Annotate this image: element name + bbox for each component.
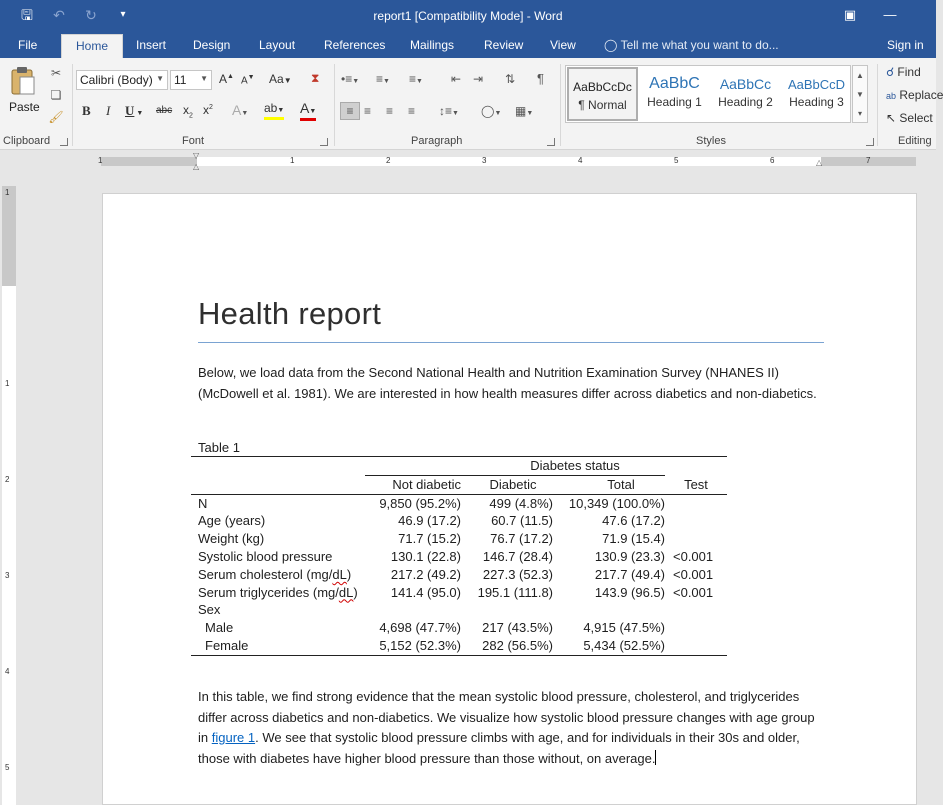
title-bar xyxy=(0,0,936,33)
underline-icon[interactable]: U ▼ xyxy=(125,103,144,118)
styles-group-label: Styles xyxy=(696,135,726,147)
multilevel-list-icon[interactable]: ≡▼ xyxy=(409,72,423,86)
show-formatting-icon[interactable]: ¶ xyxy=(537,71,544,86)
tab-home[interactable]: Home xyxy=(61,34,123,58)
paragraph-group-label: Paragraph xyxy=(411,135,463,147)
table-row: Male 4,698 (47.7%) 217 (43.5%) 4,915 (47.5%) xyxy=(205,620,665,636)
minimize-icon[interactable]: — xyxy=(883,7,897,22)
line-spacing-icon[interactable]: ↕≡▼ xyxy=(439,104,459,118)
style-heading-2[interactable]: AaBbCc Heading 2 xyxy=(718,76,773,109)
table-row: Age (years) 46.9 (17.2) 60.7 (11.5) 47.6 (17.2) xyxy=(198,513,665,529)
column-header: Not diabetic xyxy=(365,475,461,494)
font-group-label: Font xyxy=(182,135,205,147)
chevron-down-icon: ▼ xyxy=(200,74,208,83)
paste-button[interactable]: Paste xyxy=(9,100,40,114)
font-launcher-icon[interactable] xyxy=(320,138,328,146)
ribbon-tabs xyxy=(0,33,936,58)
tab-file[interactable]: File xyxy=(18,38,38,52)
summary-table xyxy=(191,456,727,656)
numbering-icon[interactable]: ≡▼ xyxy=(376,72,390,86)
chevron-down-icon: ▼ xyxy=(156,74,164,83)
shading-icon[interactable]: ◯▼ xyxy=(481,104,502,118)
table-header-row xyxy=(191,475,727,494)
tab-design[interactable]: Design xyxy=(193,38,231,52)
ruler-number: 7 xyxy=(866,156,871,165)
ruler-number: 2 xyxy=(5,475,10,484)
ruler-number: 5 xyxy=(674,156,679,165)
styles-gallery xyxy=(565,65,851,123)
style-heading-1[interactable]: AaBbC Heading 1 xyxy=(647,75,702,109)
left-indent-handle[interactable]: △ xyxy=(193,162,200,171)
ruler-number: 6 xyxy=(770,156,775,165)
bold-icon[interactable]: B xyxy=(82,103,91,118)
group-separator xyxy=(334,64,335,146)
group-separator xyxy=(877,64,878,146)
first-line-indent-handle[interactable]: ▽ xyxy=(193,151,200,160)
ruler-number: 1 xyxy=(98,156,103,165)
title-underline xyxy=(198,342,824,343)
select-button[interactable]: ↖ Select xyxy=(886,111,933,125)
font-color-icon[interactable]: A▼ xyxy=(300,102,316,121)
tab-review[interactable]: Review xyxy=(484,38,524,52)
vertical-ruler[interactable] xyxy=(2,186,16,805)
bullets-icon[interactable]: •≡▼ xyxy=(341,72,360,86)
column-header: Total xyxy=(553,475,665,494)
group-separator xyxy=(560,64,561,146)
table-row: Weight (kg) 71.7 (15.2) 76.7 (17.2) 71.9 (15.4) xyxy=(198,531,665,547)
strikethrough-icon[interactable]: abc xyxy=(156,105,173,116)
font-name-combo[interactable]: Calibri (Body) ▼ xyxy=(76,70,168,90)
cut-icon[interactable]: ✂ xyxy=(50,66,62,80)
undo-icon[interactable]: ↶ xyxy=(53,7,65,23)
tell-me-search[interactable]: ◯ Tell me what you want to do... xyxy=(604,38,779,52)
top-margin xyxy=(2,186,16,286)
grow-font-icon[interactable]: A▲ xyxy=(219,72,234,86)
horizontal-ruler[interactable] xyxy=(0,150,936,172)
spelling-squiggle[interactable]: dL xyxy=(338,584,354,600)
copy-icon[interactable]: ❏ xyxy=(50,88,62,102)
select-icon: ↖ xyxy=(886,111,897,125)
sign-in-link[interactable]: Sign in xyxy=(887,38,924,52)
ribbon-display-options-icon[interactable]: ▣ xyxy=(843,7,857,22)
table-header-row xyxy=(191,457,727,476)
decrease-indent-icon[interactable]: ⇤ xyxy=(451,72,462,86)
paste-icon[interactable] xyxy=(10,66,36,96)
styles-scroll[interactable] xyxy=(852,65,868,123)
find-icon: ☌ xyxy=(886,65,895,79)
chevron-down-icon[interactable]: ▼ xyxy=(856,90,864,99)
ruler-number: 3 xyxy=(5,571,10,580)
redo-icon[interactable]: ↻ xyxy=(85,7,97,23)
find-button[interactable]: ☌ Find xyxy=(886,65,921,79)
column-header: Diabetic xyxy=(461,475,553,494)
customize-qat-icon[interactable]: ▾ xyxy=(120,9,126,20)
tab-insert[interactable]: Insert xyxy=(136,38,167,52)
column-header: Test xyxy=(665,475,727,494)
tab-references[interactable]: References xyxy=(324,38,386,52)
increase-indent-icon[interactable]: ⇥ xyxy=(473,72,484,86)
align-center-icon[interactable]: ≡ xyxy=(364,104,372,118)
clipboard-launcher-icon[interactable] xyxy=(60,138,68,146)
chevron-up-icon[interactable]: ▲ xyxy=(856,71,864,80)
style-heading-3[interactable]: AaBbCcD Heading 3 xyxy=(787,77,846,109)
figure-1-link[interactable]: figure 1 xyxy=(211,730,256,745)
document-title: Health report xyxy=(198,296,382,331)
italic-icon[interactable]: I xyxy=(106,103,111,118)
document-page[interactable] xyxy=(102,193,917,805)
replace-button[interactable]: ab Replace xyxy=(886,88,943,102)
intro-paragraph: Below, we load data from the Second National Health and Nutrition Examination Survey (NHANES II) (McDowell et al. 1981). We are interested in how health measures differ across diabetics and non-diabetics. xyxy=(198,365,817,401)
replace-icon: ab xyxy=(886,91,897,101)
change-case-icon[interactable]: Aa▼ xyxy=(269,72,292,86)
styles-launcher-icon[interactable] xyxy=(866,138,874,146)
ruler-number: 1 xyxy=(290,156,295,165)
clear-formatting-icon[interactable]: ⧗ xyxy=(311,71,320,85)
left-margin xyxy=(101,157,197,166)
right-indent-handle[interactable]: △ xyxy=(816,158,823,167)
clipboard-group-label: Clipboard xyxy=(3,135,51,147)
justify-icon[interactable]: ≡ xyxy=(408,104,416,118)
window-controls xyxy=(830,5,910,27)
format-painter-icon[interactable]: 🖌 xyxy=(48,110,64,124)
editing-group-label: Editing xyxy=(898,135,932,147)
ruler-number: 3 xyxy=(482,156,487,165)
window-title: report1 [Compatibility Mode] - Word xyxy=(373,9,563,23)
sort-icon[interactable]: ⇅ xyxy=(505,72,516,86)
text-cursor xyxy=(655,750,656,765)
group-separator xyxy=(72,64,73,146)
spelling-squiggle[interactable]: dL xyxy=(332,566,347,582)
ruler-number: 1 xyxy=(5,188,10,197)
highlight-icon[interactable]: ab▼ xyxy=(264,102,284,120)
align-left-icon[interactable]: ≡ xyxy=(340,102,360,120)
ruler-track xyxy=(101,157,916,166)
table-row: Female 5,152 (52.3%) 282 (56.5%) 5,434 (52.5%) xyxy=(191,637,727,655)
ruler-number: 4 xyxy=(5,667,10,676)
shrink-font-icon[interactable]: A▼ xyxy=(241,74,255,87)
table-row: Sex xyxy=(198,602,221,618)
ruler-number: 1 xyxy=(5,379,10,388)
ruler-number: 2 xyxy=(386,156,391,165)
save-icon[interactable]: 🖫 xyxy=(21,7,33,23)
ruler-number: 4 xyxy=(578,156,583,165)
tab-view[interactable]: View xyxy=(550,38,576,52)
table-caption: Table 1 xyxy=(198,440,240,455)
lightbulb-icon: ◯ xyxy=(604,38,618,52)
font-size-combo[interactable]: 11 ▼ xyxy=(170,70,212,90)
table-row: N 9,850 (95.2%) 499 (4.8%) 10,349 (100.0%) xyxy=(198,495,665,511)
tab-layout[interactable]: Layout xyxy=(259,38,296,52)
tab-mailings[interactable]: Mailings xyxy=(410,38,455,52)
ruler-number: 5 xyxy=(5,763,10,772)
paragraph-launcher-icon[interactable] xyxy=(547,138,555,146)
group-header: Diabetes status xyxy=(365,457,665,476)
table-row: Systolic blood pressure 130.1 (22.8) 146.7 (28.4) 130.9 (23.3) <0.001 xyxy=(198,548,714,564)
style-normal[interactable]: AaBbCcDc ¶ Normal xyxy=(567,67,638,121)
table-row: Serum triglycerides (mg/dL) 141.4 (95.0) 195.1 (111.8) 143.9 (96.5) <0.001 xyxy=(198,584,714,600)
borders-icon[interactable]: ▦▼ xyxy=(515,104,534,118)
text-effects-icon[interactable]: A▼ xyxy=(232,102,249,118)
align-right-icon[interactable]: ≡ xyxy=(386,104,394,118)
ribbon-home xyxy=(0,58,943,150)
superscript-icon[interactable]: $x^2$ xyxy=(203,103,213,117)
table-row: Serum cholesterol (mg/dL) 217.2 (49.2) 227.3 (52.3) 217.7 (49.4) <0.001 xyxy=(198,566,714,582)
conclusion-paragraph: In this table, we find strong evidence that the mean systolic blood pressure, cholesterol, and triglycerides differ across diabetics and non-diabetics. We visualize how systolic blood pressure changes with age group in figure 1. We see that systolic blood pressure climbs with age, and for individuals in their 30s and older, those with diabetes have higher blood pressure than those without, on average. xyxy=(198,689,815,766)
subscript-icon[interactable]: $x_2$ xyxy=(183,103,193,120)
more-styles-icon[interactable]: ▾ xyxy=(857,109,862,118)
